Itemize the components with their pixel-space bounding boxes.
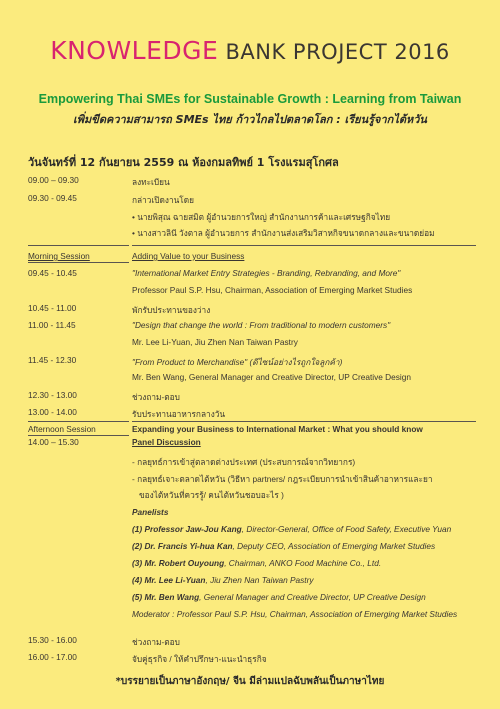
session-heading: Expanding your Business to International Market : What you should know	[132, 424, 423, 434]
agenda-time: 15.30 - 16.00	[28, 635, 77, 645]
agenda-text: พักรับประทานของว่าง	[132, 305, 211, 315]
agenda-text: ช่วงถาม-ตอบ	[132, 392, 180, 402]
divider	[132, 245, 476, 246]
agenda-time: 12.30 - 13.00	[28, 390, 77, 400]
moderator: Moderator : Professor Paul S.P. Hsu, Chairman, Association of Emerging Market Studies	[132, 609, 458, 619]
panelist-name: (2) Dr. Francis Yi-hua Kan	[132, 541, 233, 551]
panelist-name: (5) Mr. Ben Wang	[132, 592, 200, 602]
divider	[132, 421, 476, 422]
agenda-time: 13.00 - 14.00	[28, 407, 77, 417]
agenda-time: 14.00 – 15.30	[28, 437, 79, 447]
panelist-name: (1) Professor Jaw-Jou Kang	[132, 524, 242, 534]
agenda-time: 11.45 - 12.30	[28, 355, 77, 365]
date-venue: วันจันทร์ที่ 12 กันยายน 2559 ณ ห้องกมลทิพย์ 1 โรงแรมสุโกศล	[28, 156, 339, 169]
panelist-name: (4) Mr. Lee Li-Yuan	[132, 575, 206, 585]
panelist-role: , Deputy CEO, Association of Emerging Market Studies	[232, 541, 436, 551]
agenda-time: 10.45 - 11.00	[28, 303, 77, 313]
agenda-text: Mr. Lee Li-Yuan, Jiu Zhen Nan Taiwan Pastry	[132, 337, 298, 347]
agenda-text: Professor Paul S.P. Hsu, Chairman, Association of Emerging Market Studies	[132, 285, 413, 295]
divider	[28, 435, 129, 436]
agenda-time: 09.00 – 09.30	[28, 175, 79, 185]
agenda-text: "From Product to Merchandise" (ดีไซน์อย่างไรถูกใจลูกค้า)	[132, 357, 343, 367]
title-knowledge: KNOWLEDGE	[50, 36, 219, 65]
agenda-text: จับคู่ธุรกิจ / ให้คำปรึกษา-แนะนำธุรกิจ	[132, 654, 267, 664]
session-label: Afternoon Session	[28, 424, 96, 434]
panelist-role: , Director-General, Office of Food Safety, Executive Yuan	[241, 524, 452, 534]
agenda-text: รับประทานอาหารกลางวัน	[132, 409, 226, 419]
panel-topic: ของไต้หวันที่ควรรู้/ คนไต้หวันชอบอะไร )	[139, 490, 284, 500]
panelist	[132, 524, 451, 534]
panelist	[132, 592, 426, 602]
divider	[28, 262, 129, 263]
panelist	[132, 558, 381, 568]
panelists-label: Panelists	[132, 507, 169, 517]
panel-topic: - กลยุทธ์การเข้าสู่ตลาดต่างประเทศ (ประสบการณ์จากวิทยากร)	[132, 457, 356, 467]
panelist-role: , Chairman, ANKO Food Machine Co., Ltd.	[224, 558, 382, 568]
panelist	[132, 541, 435, 551]
agenda-text: ลงทะเบียน	[132, 177, 170, 187]
panelist-name: (3) Mr. Robert Ouyoung	[132, 558, 225, 568]
panel-discussion-label: Panel Discussion	[132, 437, 201, 447]
agenda-time: 11.00 - 11.45	[28, 320, 76, 330]
session-heading: Adding Value to your Business	[132, 251, 245, 261]
agenda-time: 09.45 - 10.45	[28, 268, 77, 278]
page-title	[0, 36, 500, 65]
agenda-text: "Design that change the world : From traditional to modern customers"	[132, 320, 391, 330]
title-bank-project: BANK PROJECT 2016	[218, 40, 450, 64]
opening-speaker: • นายพิสุณ ฉายสมิต ผู้อำนวยการใหญ่ สำนักงานการค้าและเศรษฐกิจไทย	[132, 212, 391, 222]
divider	[28, 421, 129, 422]
agenda-text: "International Market Entry Strategies - Branding, Rebranding, and More"	[132, 268, 401, 278]
subtitle-english: Empowering Thai SMEs for Sustainable Growth : Learning from Taiwan	[38, 92, 462, 106]
translation-note: *บรรยายเป็นภาษาอังกฤษ/ จีน มีล่ามแปลฉับพลันเป็นภาษาไทย	[115, 676, 385, 687]
session-label: Morning Session	[28, 251, 90, 261]
panelist-role: , Jiu Zhen Nan Taiwan Pastry	[205, 575, 314, 585]
opening-speaker: • นางสาวลินี วังตาล ผู้อำนวยการ สำนักงานส่งเสริมวิสาหกิจขนาดกลางและขนาดย่อม	[132, 228, 435, 238]
panel-topic: - กลยุทธ์เจาะตลาดไต้หวัน (วิธีหา partners/ กฎระเบียบการนำเข้าสินค้าอาหารและยา	[132, 474, 433, 484]
agenda-time: 09.30 - 09.45	[28, 193, 77, 203]
agenda-time: 16.00 - 17.00	[28, 652, 77, 662]
agenda-text: ช่วงถาม-ตอบ	[132, 637, 180, 647]
divider	[28, 245, 129, 246]
panelist	[132, 575, 314, 585]
subtitle-thai: เพิ่มขีดความสามารถ SMEs ไทย ก้าวไกลไปตลาดโลก : เรียนรู้จากไต้หวัน	[73, 113, 427, 126]
agenda-text: Mr. Ben Wang, General Manager and Creative Director, UP Creative Design	[132, 372, 411, 382]
panelist-role: , General Manager and Creative Director, UP Creative Design	[199, 592, 426, 602]
agenda-text: กล่าวเปิดงานโดย	[132, 195, 195, 205]
